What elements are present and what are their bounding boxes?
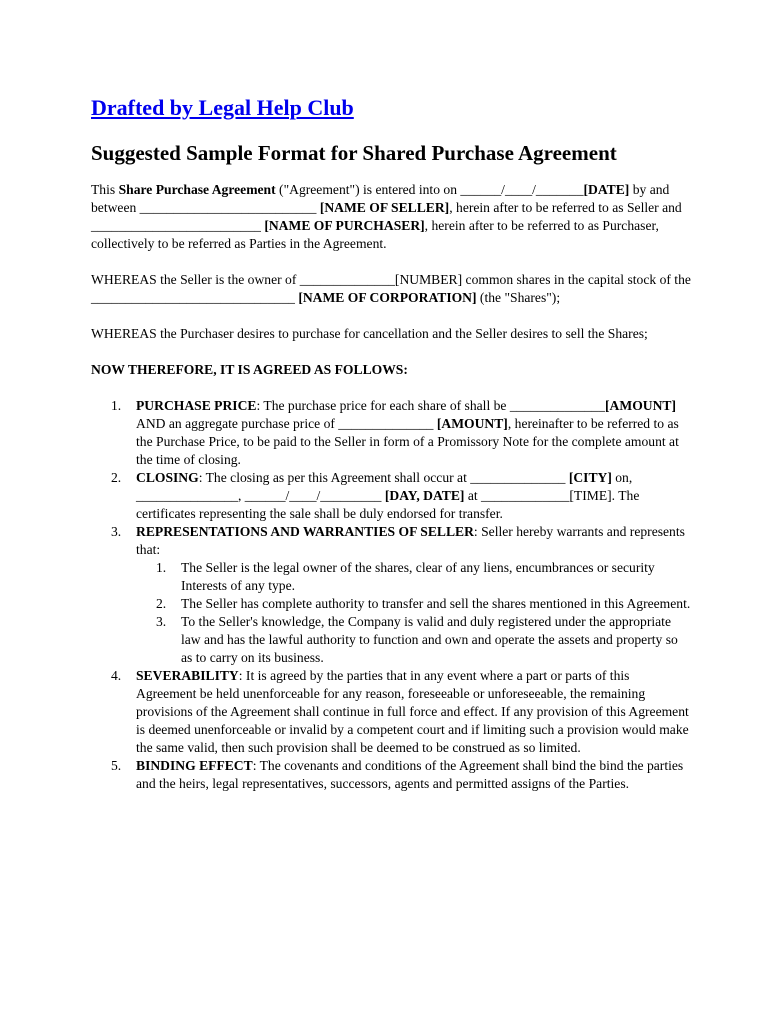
- document-title: Suggested Sample Format for Shared Purchase Agreement: [91, 141, 617, 165]
- warranty-list: [136, 559, 691, 667]
- document-page: [91, 94, 691, 793]
- clause-number: 1.: [111, 398, 122, 413]
- clause-number: 5.: [111, 758, 122, 773]
- whereas-purchaser-paragraph: WHEREAS the Purchaser desires to purchase for cancellation and the Seller desires to sell the Shares;: [91, 326, 648, 341]
- clause-representations: 3. REPRESENTATIONS AND WARRANTIES OF SELLER: Seller hereby warrants and represents that: 1. The Seller is the legal owner of the shares, clear of any liens, encumbrances or security Interests of any type. 2. The Seller has complete authority to transfer and sell the shares mentioned in this Agreement. 3. To the Seller's knowledge, the Company is valid and duly registered under the appropriate law and has the lawful authority to function and own and operate the assets and property so as to carry on its business.: [91, 523, 691, 667]
- clause-purchase-price: 1. PURCHASE PRICE: The purchase price for each share of shall be ______________[AMOUNT] AND an aggregate purchase price of ______________ [AMOUNT], hereinafter to be referred to as the Purchase Price, to be paid to the Seller in form of a Promissory Note for the complete amount at the time of closing.: [111, 398, 679, 467]
- whereas-seller-paragraph: WHEREAS the Seller is the owner of ______________[NUMBER] common shares in the capital stock of the ______________________________ [NAME OF CORPORATION] (the "Shares");: [91, 272, 691, 305]
- warranty-number: 3.: [156, 614, 167, 629]
- intro-paragraph: This Share Purchase Agreement ("Agreement") is entered into on ______/____/_______[DATE] by and between __________________________ [NAME OF SELLER], herein after to be referred to as Seller and _________________________ [NAME OF PURCHASER], herein after to be referred to as Purchaser, collectively to be referred as Parties in the Agreement.: [91, 182, 682, 251]
- warranty-item: 3. To the Seller's knowledge, the Company is valid and duly registered under the appropriate law and has the lawful authority to function and own and operate the assets and property so as to carry on its business.: [156, 614, 678, 665]
- clause-number: 3.: [111, 524, 122, 539]
- clause-list: [91, 397, 691, 793]
- now-therefore-heading: NOW THEREFORE, IT IS AGREED AS FOLLOWS:: [91, 362, 408, 377]
- warranty-item: 2. The Seller has complete authority to transfer and sell the shares mentioned in this Agreement.: [156, 596, 691, 611]
- clause-binding-effect: 5. BINDING EFFECT: The covenants and conditions of the Agreement shall bind the bind the parties and the heirs, legal representatives, successors, agents and permitted assigns of the Parties.: [111, 758, 684, 791]
- clause-severability: 4. SEVERABILITY: It is agreed by the parties that in any event where a part or parts of this Agreement be held unenforceable for any reason, foreseeable or unforeseeable, the remaining provisions of the Agreement shall continue in full force and effect. If any provision of this Agreement is deemed unenforceable or invalid by a competent court and if limiting such a provision would make the same valid, then such provision shall be deemed to be construed as so limited.: [111, 668, 689, 755]
- clause-closing: 2. CLOSING: The closing as per this Agreement shall occur at ______________ [CITY] on, _______________, ______/____/_________ [DAY, DATE] at _____________[TIME]. The certificates representing the sale shall be duly endorsed for transfer.: [111, 470, 640, 521]
- warranty-number: 2.: [156, 596, 167, 611]
- warranty-number: 1.: [156, 560, 167, 575]
- clause-number: 2.: [111, 470, 122, 485]
- warranty-item: 1. The Seller is the legal owner of the shares, clear of any liens, encumbrances or security Interests of any type.: [156, 560, 655, 593]
- legal-help-club-link[interactable]: Drafted by Legal Help Club: [91, 95, 354, 120]
- clause-number: 4.: [111, 668, 122, 683]
